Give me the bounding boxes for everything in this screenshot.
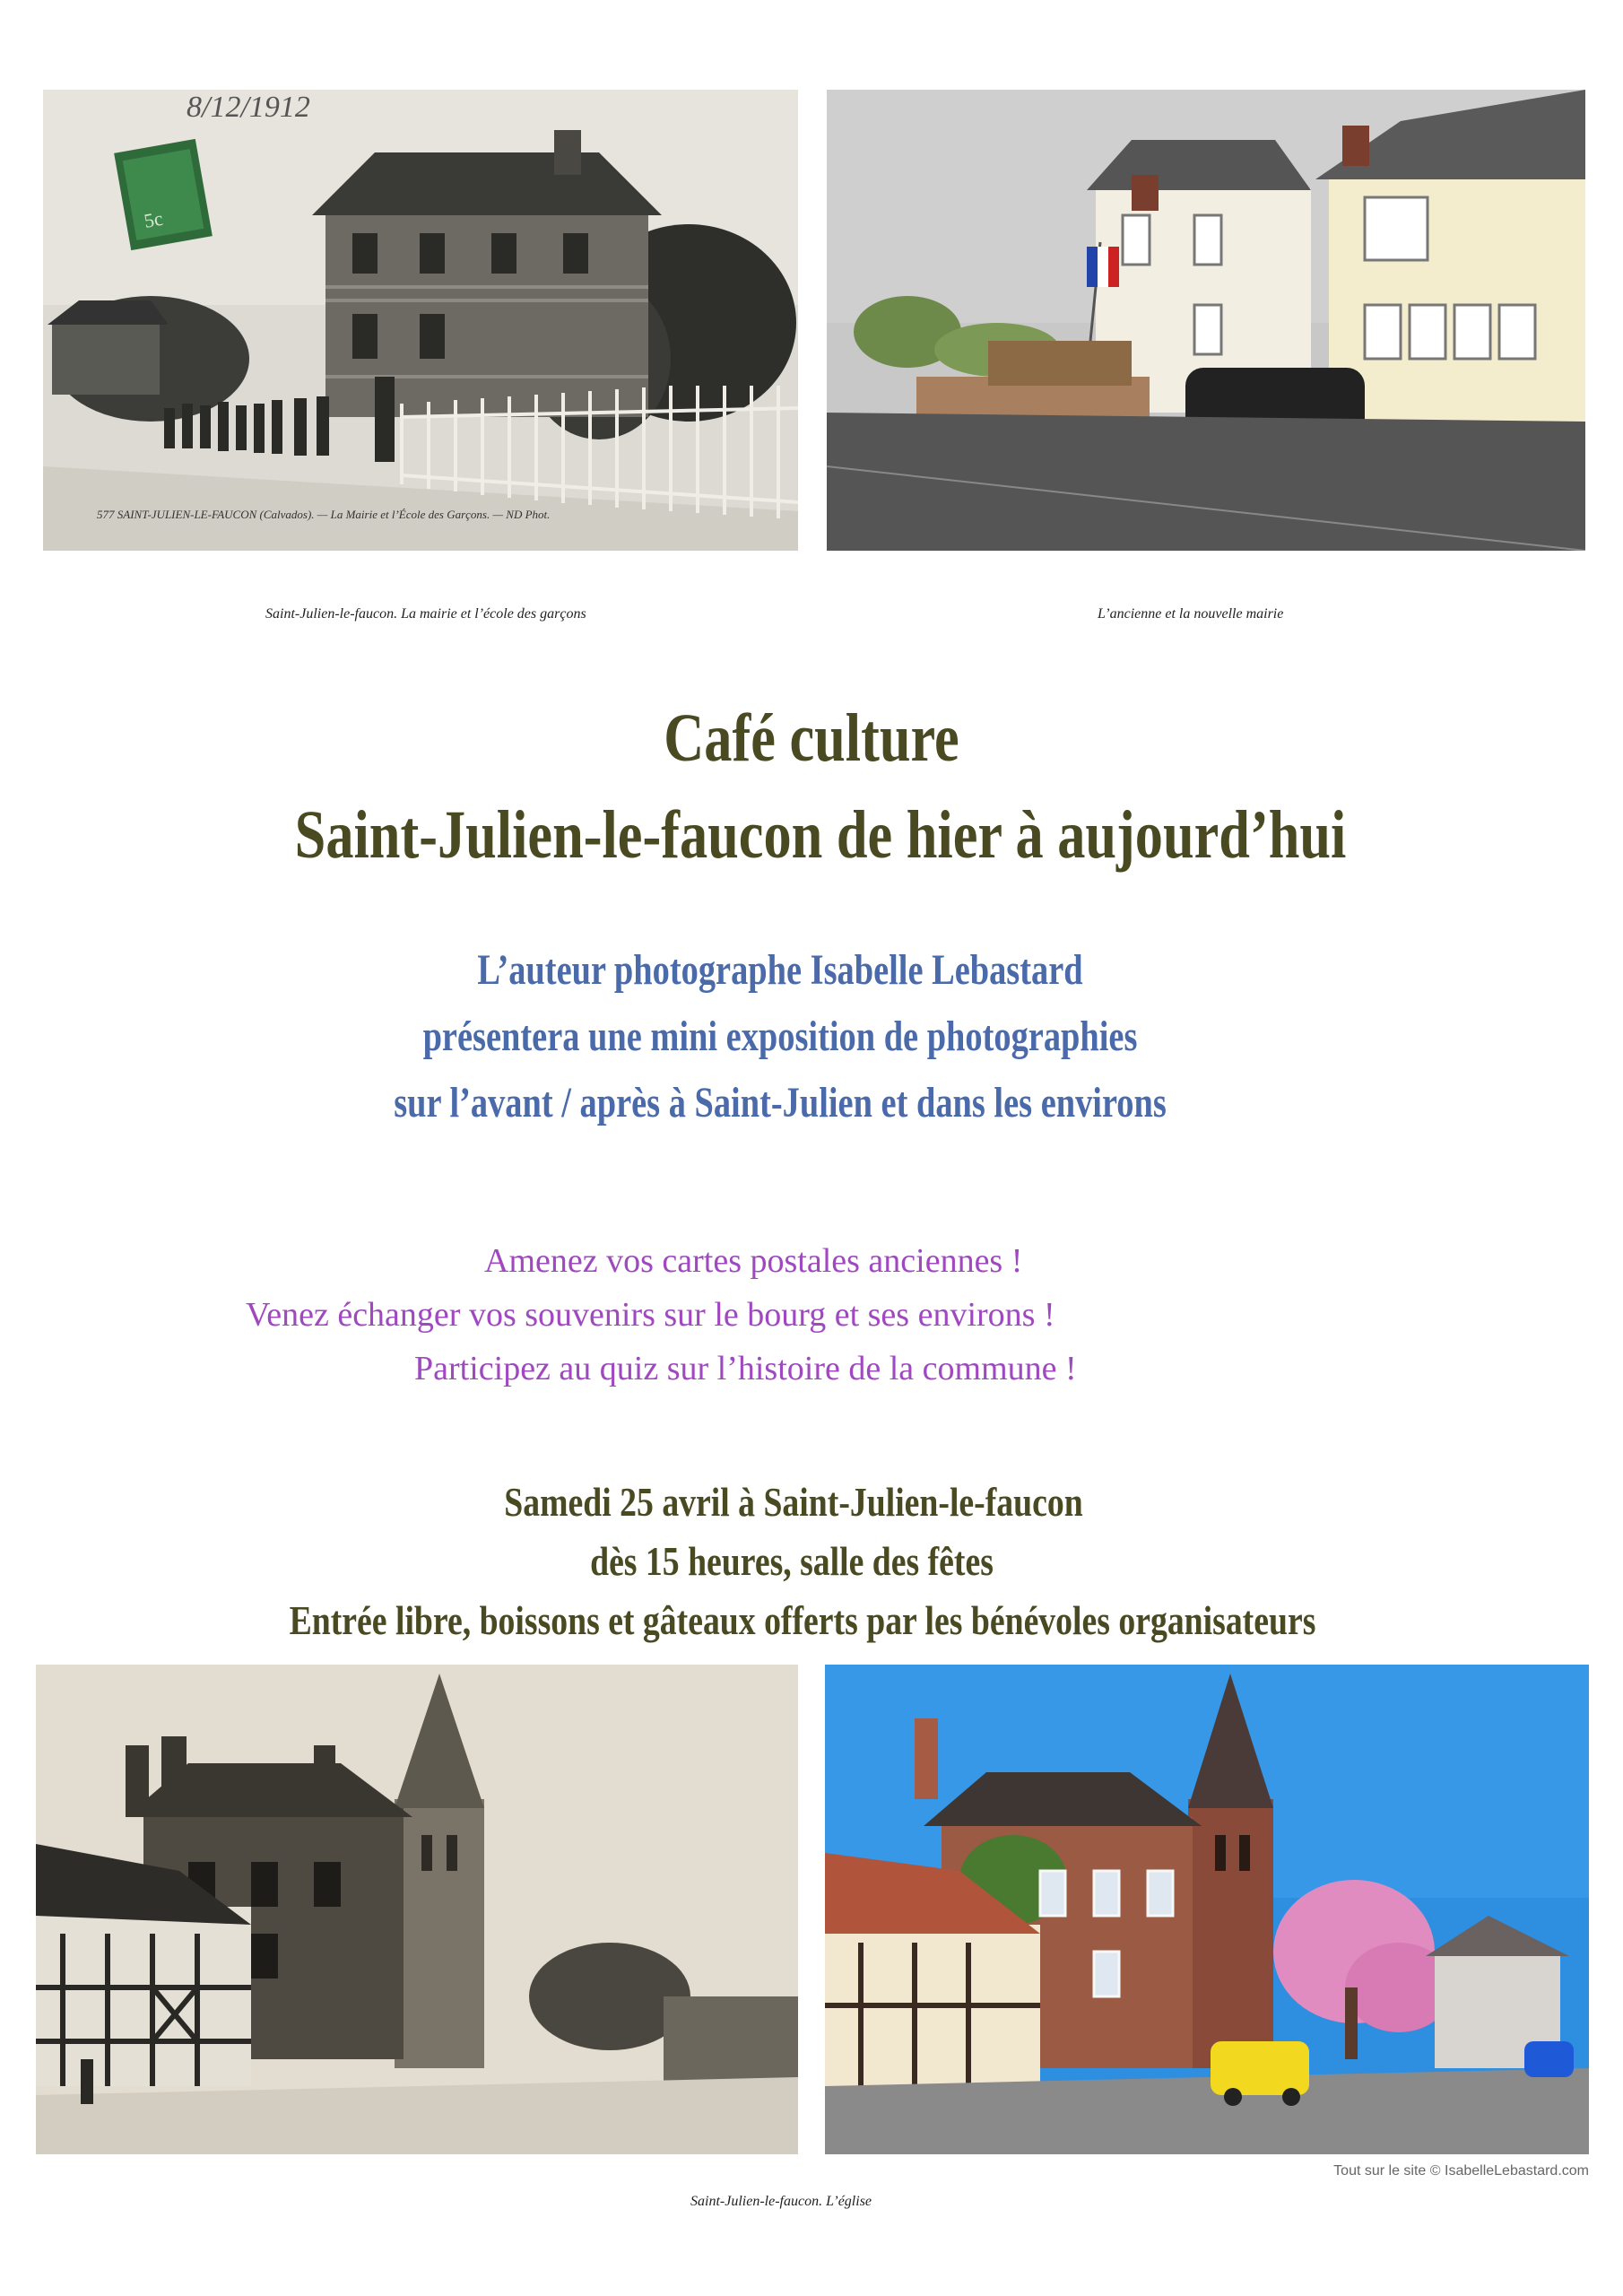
caption-church: Saint-Julien-le-faucon. L’église xyxy=(690,2194,872,2209)
postcard-printed-line: 577 SAINT-JULIEN-LE-FAUCON (Calvados). — La Mairie et l’École des Garçons. — ND Phot. xyxy=(97,508,551,521)
caption-old-mairie: Saint-Julien-le-faucon. La mairie et l’école des garçons xyxy=(265,606,586,622)
invite-line-1: Amenez vos cartes postales anciennes ! xyxy=(484,1242,1023,1280)
photo-new-church xyxy=(825,1665,1589,2154)
caption-new-mairie: L’ancienne et la nouvelle mairie xyxy=(1098,606,1284,622)
intro-line-3: sur l’avant / après à Saint-Julien et dans les environs xyxy=(394,1079,1167,1126)
page-title: Café culture xyxy=(664,700,959,776)
invite-line-2: Venez échanger vos souvenirs sur le bourg et ses environs ! xyxy=(246,1296,1055,1334)
page-subtitle: Saint-Julien-le-faucon de hier à aujourd’hui xyxy=(294,797,1347,873)
photo-old-church-postcard xyxy=(36,1665,798,2154)
postcard-handwriting: 8/12/1912 xyxy=(187,91,310,124)
event-time-place: dès 15 heures, salle des fêtes xyxy=(590,1538,994,1584)
photo-new-mairie xyxy=(827,90,1585,551)
intro-line-1: L’auteur photographe Isabelle Lebastard xyxy=(477,946,1083,994)
site-credit: Tout sur le site © IsabelleLebastard.com xyxy=(1333,2163,1589,2179)
stamp-value: 5c xyxy=(142,206,165,232)
event-date: Samedi 25 avril à Saint-Julien-le-faucon xyxy=(504,1479,1083,1525)
intro-line-2: présentera une mini exposition de photographies xyxy=(422,1013,1138,1060)
event-details: Entrée libre, boissons et gâteaux offerts par les bénévoles organisateurs xyxy=(289,1597,1316,1643)
photo-old-mairie-postcard xyxy=(43,90,798,551)
invite-line-3: Participez au quiz sur l’histoire de la commune ! xyxy=(414,1350,1077,1387)
